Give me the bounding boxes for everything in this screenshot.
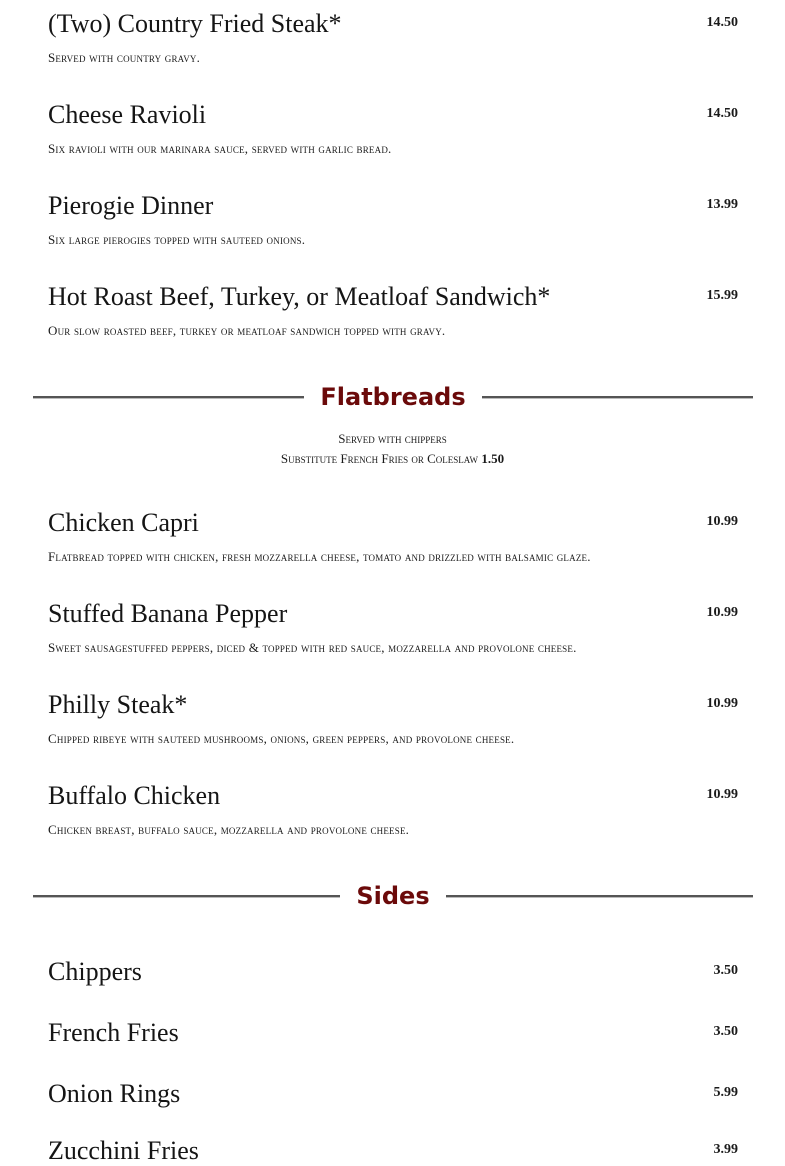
section-title: [33, 380, 753, 414]
item-price: 3.50: [713, 1024, 738, 1039]
section-note: [0, 449, 785, 469]
note-served-with: Served with chippers: [338, 431, 447, 446]
item-price: 10.99: [706, 605, 738, 620]
item-description: Our slow roasted beef, turkey or meatloaf sandwich topped with gravy.: [48, 323, 446, 338]
item-description: Six ravioli with our marinara sauce, served with garlic bread.: [48, 141, 392, 156]
item-price: 3.99: [713, 1142, 738, 1157]
note-substitute: Substitute French Fries or Coleslaw: [280, 451, 479, 466]
item-description: Chipped ribeye with sauteed mushrooms, onions, green peppers, and provolone cheese.: [48, 731, 515, 746]
item-name: Pierogie Dinner: [48, 191, 214, 220]
item-name: Hot Roast Beef, Turkey, or Meatloaf Sandwich*: [48, 282, 551, 311]
item-name: Zucchini Fries: [48, 1136, 199, 1165]
item-description: Served with country gravy.: [48, 50, 201, 65]
section-title: [33, 879, 753, 913]
item-name: French Fries: [48, 1018, 179, 1047]
item-price: 10.99: [706, 696, 738, 711]
item-price: 14.50: [706, 106, 738, 121]
item-name: Philly Steak*: [48, 690, 188, 719]
item-name: (Two) Country Fried Steak*: [48, 9, 342, 38]
item-price: 13.99: [706, 197, 738, 212]
section-header-sides: [33, 879, 753, 913]
item-price: 5.99: [713, 1085, 738, 1100]
item-name: Buffalo Chicken: [48, 781, 221, 810]
item-price: 3.50: [713, 963, 738, 978]
item-price: 10.99: [706, 514, 738, 529]
section-title-text: Flatbreads: [304, 383, 481, 411]
item-description: Sweet sausagestuffed peppers, diced & topped with red sauce, mozzarella and provolone cheese.: [48, 640, 577, 655]
item-description: Chicken breast, buffalo sauce, mozzarella and provolone cheese.: [48, 822, 410, 837]
item-price: 14.50: [706, 15, 738, 30]
item-name: Onion Rings: [48, 1079, 181, 1108]
item-price: 15.99: [706, 288, 738, 303]
item-description: Flatbread topped with chicken, fresh mozzarella cheese, tomato and drizzled with balsamic glaze.: [48, 549, 591, 564]
item-description: Six large pierogies topped with sauteed onions.: [48, 232, 306, 247]
item-price: 10.99: [706, 787, 738, 802]
item-name: Stuffed Banana Pepper: [48, 599, 288, 628]
item-name: Cheese Ravioli: [48, 100, 207, 129]
section-header-flatbreads: [33, 380, 753, 414]
section-title-text: Sides: [340, 882, 445, 910]
item-name: Chippers: [48, 957, 142, 986]
section-note: [0, 429, 785, 449]
note-substitute-price: 1.50: [481, 451, 505, 466]
item-name: Chicken Capri: [48, 508, 199, 537]
